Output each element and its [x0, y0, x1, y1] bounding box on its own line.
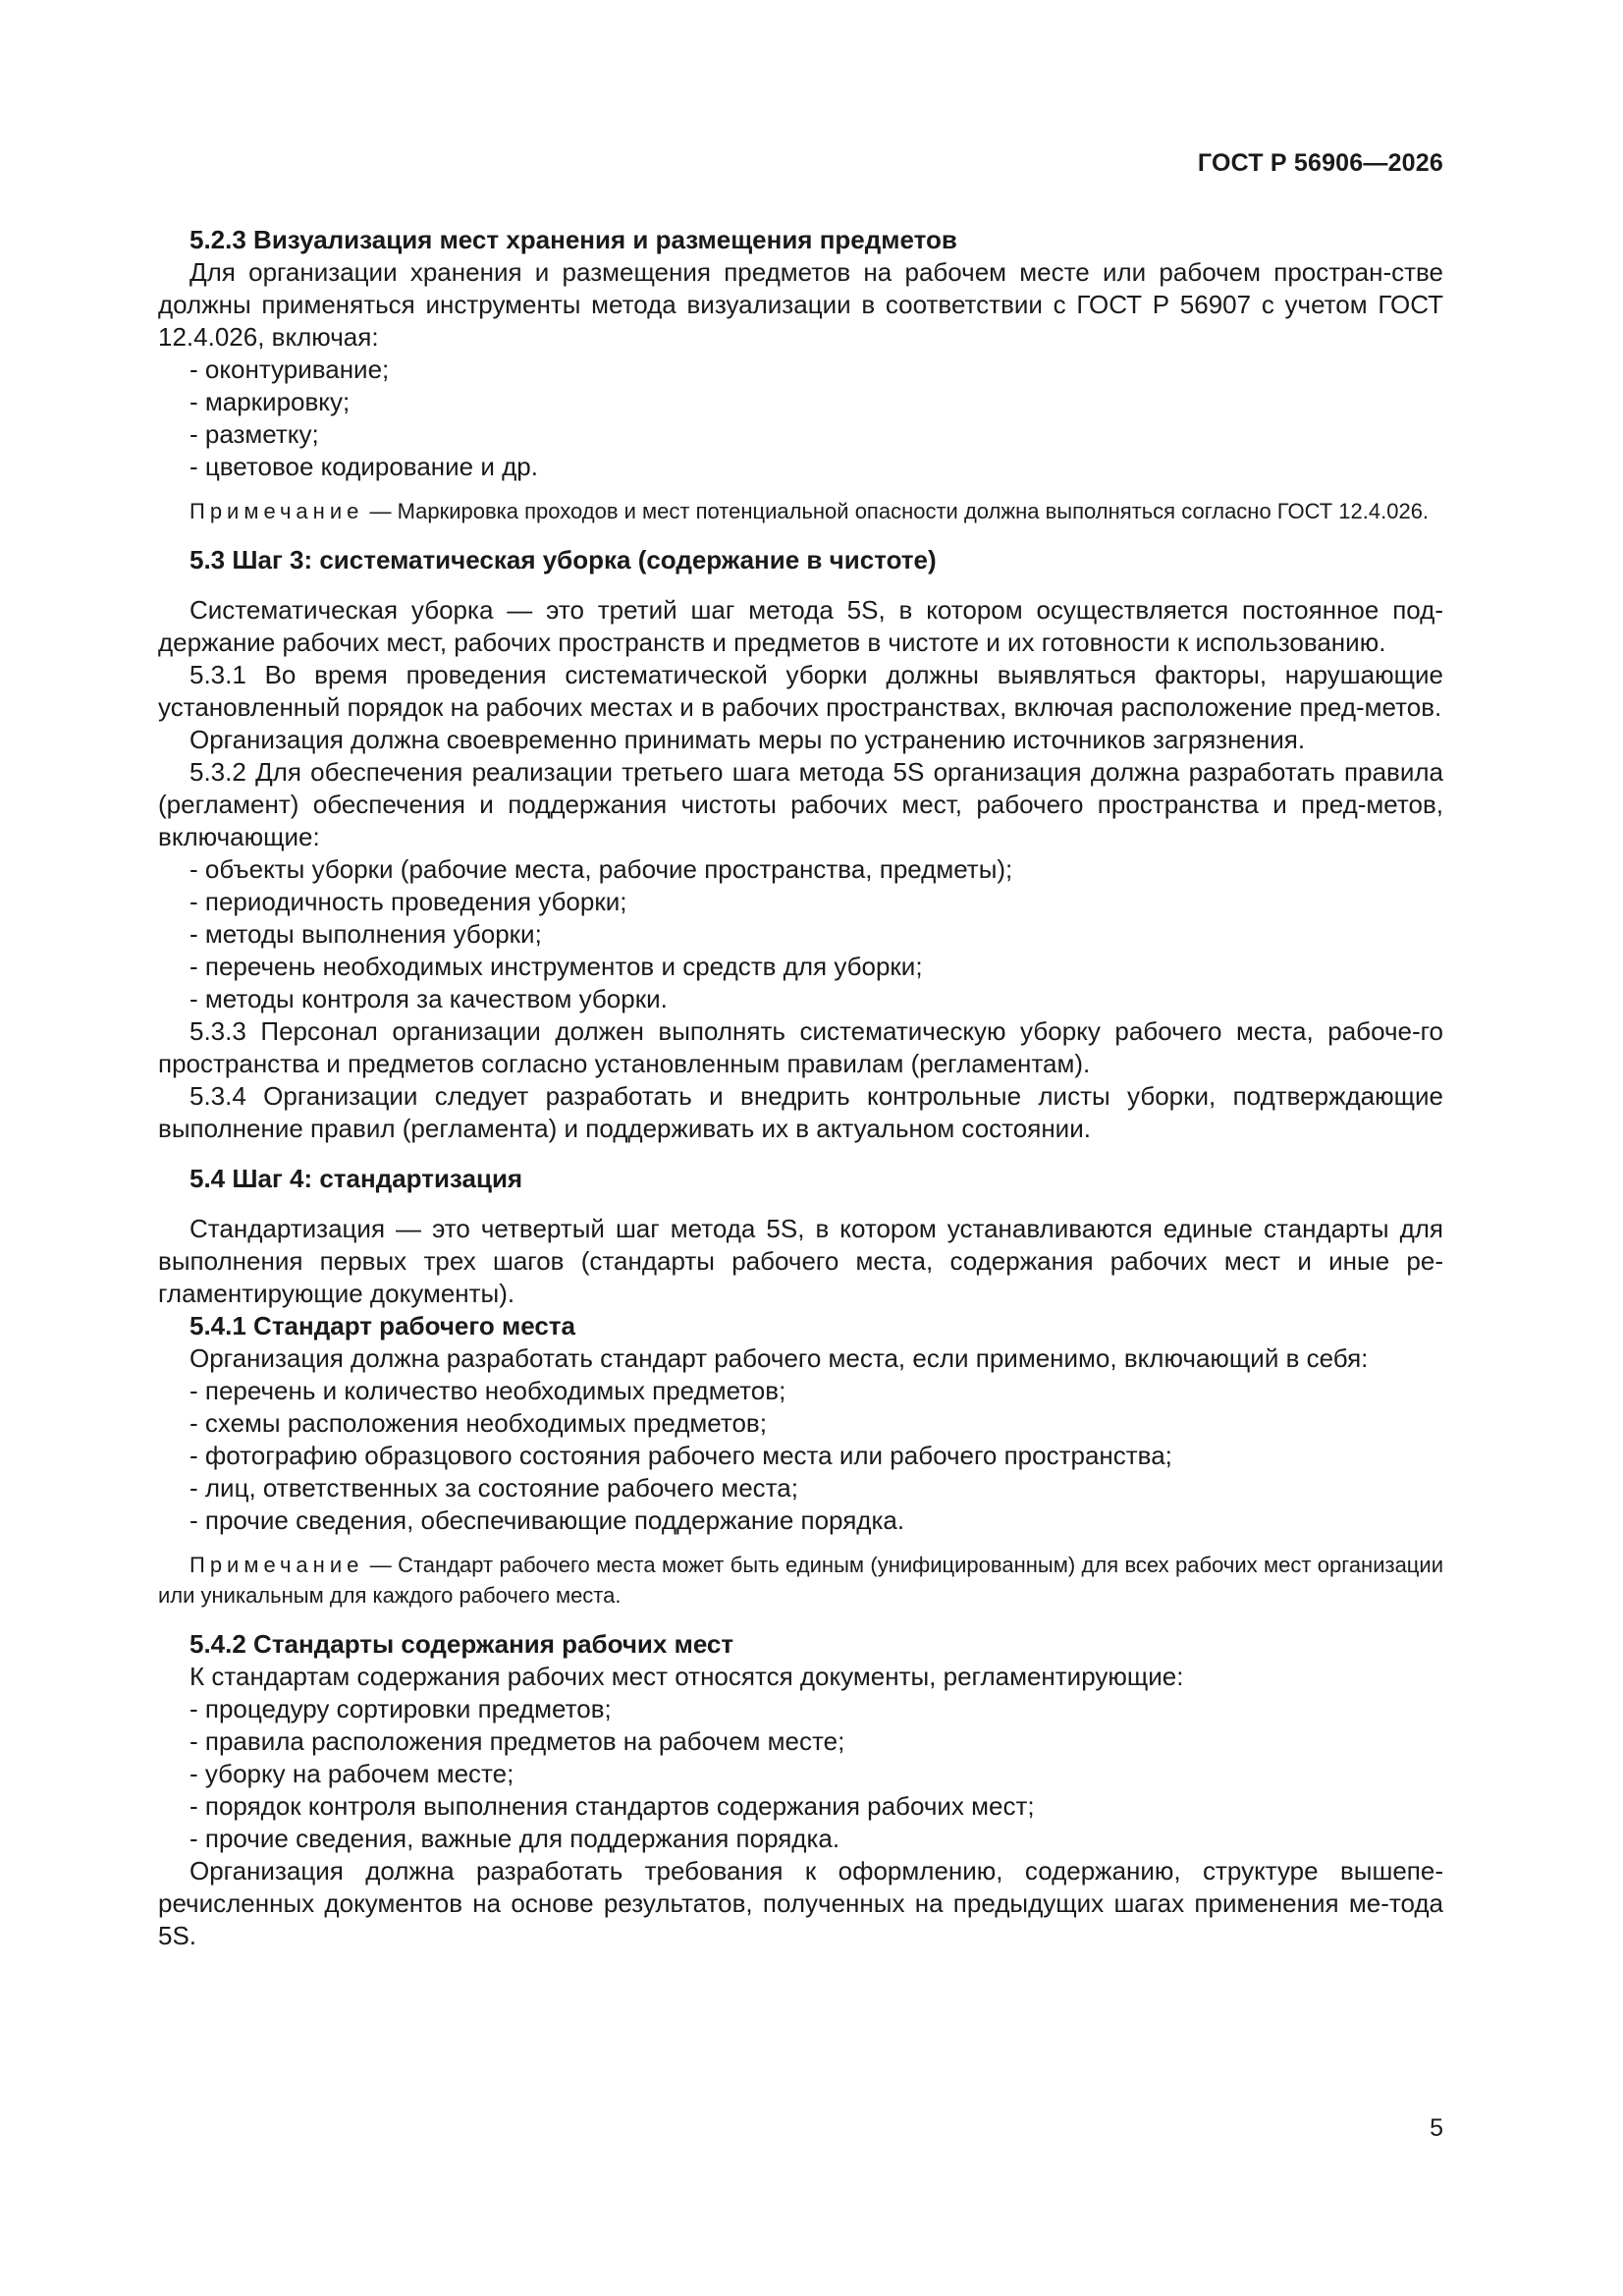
list-item: - оконтуривание;: [189, 355, 390, 384]
section-5-4-1-list: [158, 1375, 1443, 1537]
page-number: 5: [1430, 2114, 1443, 2142]
note-5-4-1: [158, 1550, 1443, 1611]
section-5-4-1-intro: Организация должна разработать стандарт рабочего места, если применимо, включающий в себя:: [189, 1343, 1369, 1373]
section-5-4-2-list: [158, 1693, 1443, 1855]
paragraph-5-3-1-b: Организация должна своевременно принимать меры по устранению источников загрязнения.: [189, 725, 1306, 754]
list-item: - правила расположения предметов на рабочем месте;: [189, 1726, 845, 1756]
list-item: - маркировку;: [189, 387, 351, 416]
section-5-3-heading: 5.3 Шаг 3: систематическая уборка (содержание в чистоте): [189, 545, 937, 574]
list-item: - перечень и количество необходимых предметов;: [189, 1376, 786, 1405]
section-5-4-2-intro: К стандартам содержания рабочих мест относятся документы, регламентирующие:: [189, 1662, 1184, 1691]
list-item: - прочие сведения, обеспечивающие поддержание порядка.: [189, 1505, 905, 1535]
paragraph-5-3-3: 5.3.3 Персонал организации должен выполнять систематическую уборку рабочего места, рабоче-го пространства и предметов согласно установленным правилам (регламентам).: [158, 1016, 1443, 1078]
paragraph-5-3-4: 5.3.4 Организации следует разработать и внедрить контрольные листы уборки, подтверждающие выполнение правил (регламента) и поддерживать их в актуальном состоянии.: [158, 1081, 1443, 1143]
list-item: - процедуру сортировки предметов;: [189, 1694, 612, 1723]
section-5-4-intro: Стандартизация — это четвертый шаг метода 5S, в котором устанавливаются единые стандарты для выполнения первых трех шагов (стандарты рабочего места, содержания рабочих мест и иные ре-гламентирующие документы).: [158, 1214, 1443, 1308]
list-item: - перечень необходимых инструментов и средств для уборки;: [189, 952, 923, 981]
note-text: — Стандарт рабочего места может быть единым (унифицированным) для всех рабочих мест организации или уникальным для каждого рабочего места.: [158, 1553, 1443, 1608]
list-item: - разметку;: [189, 419, 319, 449]
list-item: - лиц, ответственных за состояние рабочего места;: [189, 1473, 798, 1503]
section-5-2-3-list: [158, 354, 1443, 483]
section-5-2-3-intro: Для организации хранения и размещения предметов на рабочем месте или рабочем простран-стве должны применяться инструменты метода визуализации в соответствии с ГОСТ Р 56907 с учетом ГОСТ 12.4.026, включая:: [158, 257, 1443, 352]
paragraph-5-3-1: 5.3.1 Во время проведения систематической уборки должны выявляться факторы, нарушающие установленный порядок на рабочих местах и в рабочих пространствах, включая расположение пред-метов.: [158, 660, 1443, 722]
note-text: — Маркировка проходов и мест потенциальной опасности должна выполняться согласно ГОСТ 12.4.026.: [363, 499, 1430, 523]
list-item: - объекты уборки (рабочие места, рабочие пространства, предметы);: [189, 854, 1013, 884]
list-item: - периодичность проведения уборки;: [189, 887, 627, 916]
list-item: - схемы расположения необходимых предметов;: [189, 1408, 767, 1438]
paragraph-5-3-2: 5.3.2 Для обеспечения реализации третьего шага метода 5S организация должна разработать правила (регламент) обеспечения и поддержания чистоты рабочих мест, рабочего пространства и пред-метов, включающие:: [158, 757, 1443, 851]
section-5-4-2-heading: 5.4.2 Стандарты содержания рабочих мест: [189, 1629, 734, 1659]
note-5-2-3: [158, 496, 1443, 526]
document-code: ГОСТ Р 56906—2026: [1197, 149, 1443, 177]
section-5-4-1-heading: 5.4.1 Стандарт рабочего места: [189, 1311, 575, 1340]
note-label: Примечание: [189, 1553, 364, 1577]
note-label: Примечание: [189, 499, 364, 523]
list-item: - прочие сведения, важные для поддержания порядка.: [189, 1824, 840, 1853]
section-5-2-3-heading: 5.2.3 Визуализация мест хранения и размещения предметов: [189, 225, 957, 254]
list-item: - методы выполнения уборки;: [189, 919, 542, 949]
section-5-3-intro: Систематическая уборка — это третий шаг метода 5S, в котором осуществляется постоянное под-держание рабочих мест, рабочих пространств и предметов в чистоте и их готовности к использованию.: [158, 595, 1443, 657]
page-content: [158, 224, 1443, 1952]
list-item: - методы контроля за качеством уборки.: [189, 984, 668, 1013]
section-5-4-heading: 5.4 Шаг 4: стандартизация: [189, 1164, 523, 1193]
list-item: - порядок контроля выполнения стандартов содержания рабочих мест;: [189, 1791, 1035, 1821]
list-item: - фотографию образцового состояния рабочего места или рабочего пространства;: [189, 1441, 1172, 1470]
section-5-3-2-list: [158, 853, 1443, 1015]
list-item: - уборку на рабочем месте;: [189, 1759, 514, 1788]
section-5-4-2-final: Организация должна разработать требования к оформлению, содержанию, структуре вышепе-речисленных документов на основе результатов, полученных на предыдущих шагах применения ме-тода 5S.: [158, 1856, 1443, 1950]
list-item: - цветовое кодирование и др.: [189, 452, 538, 481]
